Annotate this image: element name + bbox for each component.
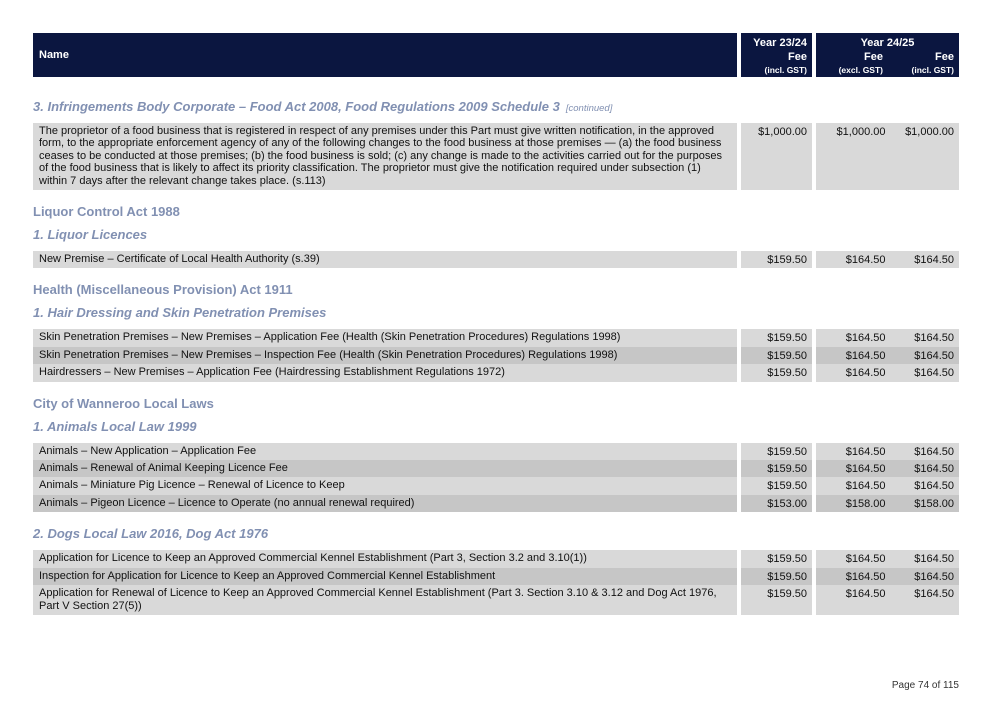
table-row	[33, 251, 959, 268]
row-name: The proprietor of a food business that is registered in respect of any premises under this Part must give written notification, in the approved form, to the appropriate enforcement agency of any of the following changes to the food business at those premises — (a) the food business ceases to be conducted at those premises; (b) the food business is sold; (c) any change is made to the activities carried out for the purposes of the food business that is likely to affect its priority classification. The proprietor must give the notification required under subsection (1) within 7 days after the relevant change takes place. (s.113)	[33, 123, 737, 190]
row-name: Application for Renewal of Licence to Keep an Approved Commercial Kennel Establishment (Part 3. Section 3.10 & 3.12 and Dog Act 1976, Part V Section 27(5))	[33, 585, 737, 615]
fee-2425-excl: $164.50	[845, 588, 886, 601]
health-table	[33, 329, 959, 381]
fee-2425-incl: $164.50	[914, 367, 954, 380]
fee-2425-cell	[816, 460, 959, 477]
fee-2425-cell	[816, 364, 959, 381]
table-row	[33, 123, 959, 190]
section-liquor-licences: 1. Liquor Licences	[33, 227, 148, 243]
fee-2425-excl: $1,000.00	[836, 126, 886, 138]
header-incl-gst-2425: (incl. GST)	[911, 65, 954, 75]
section-hair-skin: 1. Hair Dressing and Skin Penetration Premises	[33, 305, 327, 321]
fee-2425-incl: $164.50	[914, 254, 954, 267]
table-row	[33, 550, 959, 567]
fee-2425-cell	[816, 251, 959, 268]
row-name: Hairdressers – New Premises – Application Fee (Hairdressing Establishment Regulations 1972)	[33, 364, 737, 381]
fee-2425-incl: $164.50	[914, 349, 954, 362]
act-health-misc: Health (Miscellaneous Provision) Act 1911	[33, 282, 293, 298]
header-fee-2324: Fee	[788, 51, 807, 63]
header-year-2425-label: Year 24/25	[860, 37, 915, 49]
act-liquor-control: Liquor Control Act 1988	[33, 204, 180, 220]
header-excl-gst-2425: (excl. GST)	[838, 65, 883, 75]
fee-2425-cell	[816, 443, 959, 460]
table-row	[33, 477, 959, 494]
section-food-act	[33, 99, 959, 114]
row-name: New Premise – Certificate of Local Health Authority (s.39)	[33, 251, 737, 268]
fee-2425-excl: $158.00	[845, 497, 886, 510]
fee-2324-incl: $159.50	[741, 550, 812, 567]
fee-2425-excl: $164.50	[845, 349, 886, 362]
header-year-2324-label: Year 23/24	[753, 37, 807, 49]
fee-2425-incl: $158.00	[914, 497, 954, 510]
dogs-table	[33, 550, 959, 615]
fee-2425-cell	[816, 329, 959, 346]
table-row	[33, 495, 959, 512]
fee-schedule-page	[33, 33, 959, 615]
fee-2425-cell	[816, 585, 959, 615]
fee-2324-incl: $159.50	[741, 347, 812, 364]
fee-2425-incl: $164.50	[914, 480, 954, 493]
header-fee-incl-2425: Fee	[935, 51, 954, 63]
fee-2425-excl: $164.50	[845, 367, 886, 380]
fee-2425-incl: $164.50	[914, 332, 954, 345]
table-row	[33, 364, 959, 381]
act-wanneroo-local-laws: City of Wanneroo Local Laws	[33, 395, 214, 411]
fee-2425-excl: $164.50	[845, 463, 886, 476]
fee-2425-cell	[816, 347, 959, 364]
row-name: Skin Penetration Premises – New Premises – Application Fee (Health (Skin Penetration Procedures) Regulations 1998)	[33, 329, 737, 346]
fee-2324-incl: $159.50	[741, 585, 812, 615]
fee-2324-incl: $159.50	[741, 568, 812, 585]
table-row	[33, 443, 959, 460]
page-number: Page 74 of 115	[891, 680, 959, 691]
fee-2425-cell	[816, 477, 959, 494]
row-name: Animals – Miniature Pig Licence – Renewal of Licence to Keep	[33, 477, 737, 494]
fee-2425-incl: $164.50	[914, 463, 954, 476]
table-row	[33, 568, 959, 585]
fee-2425-incl: $164.50	[914, 445, 954, 458]
table-row	[33, 347, 959, 364]
fee-2425-cell	[816, 550, 959, 567]
liquor-table	[33, 251, 959, 268]
header-year-2324	[741, 33, 812, 77]
header-incl-gst-2324: (incl. GST)	[764, 65, 807, 75]
fee-2425-incl: $164.50	[914, 588, 954, 601]
row-name: Animals – Renewal of Animal Keeping Licence Fee	[33, 460, 737, 477]
fee-2425-incl: $164.50	[914, 553, 954, 566]
section-animals-local-law: 1. Animals Local Law 1999	[33, 418, 197, 434]
row-name: Animals – Pigeon Licence – Licence to Operate (no annual renewal required)	[33, 495, 737, 512]
fee-2324-incl: $159.50	[741, 460, 812, 477]
fee-2324-incl: $159.50	[741, 329, 812, 346]
fee-2425-excl: $164.50	[845, 553, 886, 566]
row-name: Inspection for Application for Licence to Keep an Approved Commercial Kennel Establishment	[33, 568, 737, 585]
table-row	[33, 585, 959, 615]
animals-table	[33, 443, 959, 513]
fee-2425-excl: $164.50	[845, 254, 886, 267]
fee-2425-excl: $164.50	[845, 445, 886, 458]
header-name: Name	[33, 33, 737, 77]
fee-2425-incl: $1,000.00	[905, 126, 954, 138]
fee-2324-incl: $159.50	[741, 477, 812, 494]
fee-2425-excl: $164.50	[845, 480, 886, 493]
fee-2324-incl: $1,000.00	[741, 123, 812, 190]
fee-2324-incl: $159.50	[741, 251, 812, 268]
food-act-table	[33, 123, 959, 190]
header-fee-excl-2425: Fee	[864, 51, 883, 63]
fee-2425-cell	[816, 495, 959, 512]
table-row	[33, 329, 959, 346]
row-name: Skin Penetration Premises – New Premises – Inspection Fee (Health (Skin Penetration Procedures) Regulations 1998)	[33, 347, 737, 364]
fee-2425-excl: $164.50	[845, 570, 886, 583]
fee-2324-incl: $153.00	[741, 495, 812, 512]
section-food-act-title: 3. Infringements Body Corporate – Food Act 2008, Food Regulations 2009 Schedule 3	[33, 99, 560, 114]
fee-2425-cell	[816, 123, 959, 190]
fee-2324-incl: $159.50	[741, 364, 812, 381]
fee-2425-cell	[816, 568, 959, 585]
fee-2425-excl: $164.50	[845, 332, 886, 345]
fee-2324-incl: $159.50	[741, 443, 812, 460]
fee-2425-incl: $164.50	[914, 570, 954, 583]
header-year-2425	[816, 33, 959, 77]
table-header	[33, 33, 959, 77]
continued-label: [continued]	[565, 103, 613, 114]
row-name: Animals – New Application – Application Fee	[33, 443, 737, 460]
row-name: Application for Licence to Keep an Approved Commercial Kennel Establishment (Part 3, Section 3.2 and 3.10(1))	[33, 550, 737, 567]
section-dogs-local-law: 2. Dogs Local Law 2016, Dog Act 1976	[33, 526, 269, 542]
table-row	[33, 460, 959, 477]
